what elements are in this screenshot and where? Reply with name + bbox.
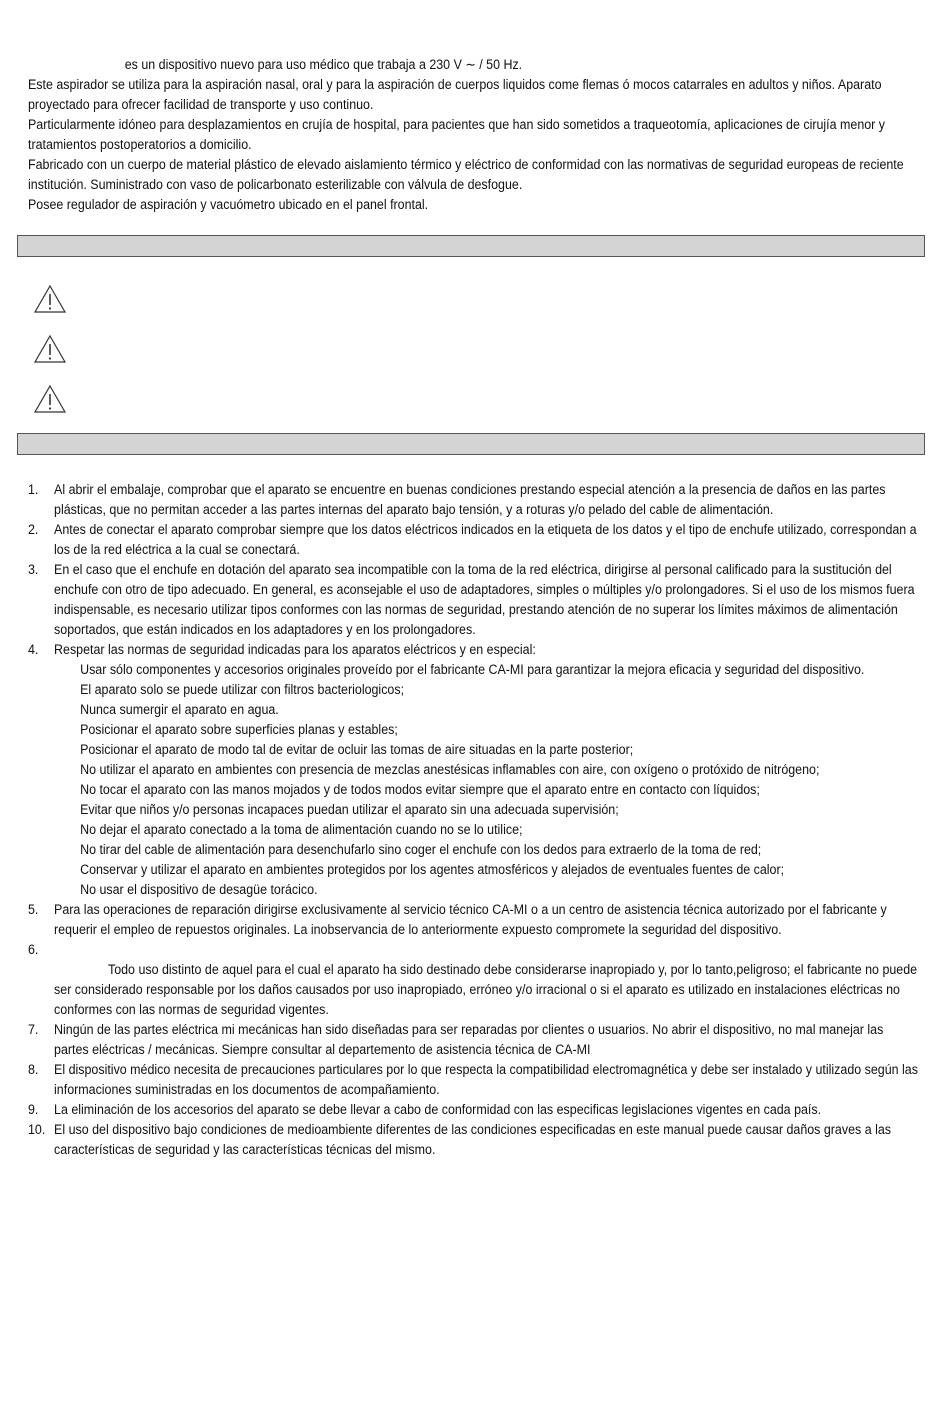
item-text: Todo uso distinto de aquel para el cual el aparato ha sido destinado debe considerarse inapropiado y, por lo tanto,peligroso; el fabricante no puede ser considerado responsable por los daños causados por uso inapropiado, erróneo y/o irracional o si el aparato es utilizado en instalaciones eléctricas no conformes con las normas de seguridad vigentes.	[54, 962, 918, 1017]
item-text: Al abrir el embalaje, comprobar que el aparato se encuentre en buenas condiciones prestando especial atención a la presencia de daños en las partes plásticas, que no permitan acceder a las partes internas del aparato bajo tensión, y a roturas y/o pelado del cable de alimentación.	[54, 482, 886, 517]
list-item	[28, 940, 919, 1020]
item-number: 7.	[28, 1022, 39, 1037]
safety-list	[28, 480, 919, 1160]
item-text: Ningún de las partes eléctrica mi mecánicas han sido diseñadas para ser reparadas por clientes o usuarios. No abrir el dispositivo, no mal manejar las partes eléctricas / mecánicas. Siempre consultar al departemento de asistencia técnica de CA-MI	[54, 1022, 884, 1057]
list-item	[28, 900, 919, 940]
sub-item: El aparato solo se puede utilizar con filtros bacteriologicos;	[80, 682, 405, 697]
sub-item: Nunca sumergir el aparato en agua.	[80, 702, 279, 717]
list-item	[28, 1060, 919, 1100]
item-text: En el caso que el enchufe en dotación del aparato sea incompatible con la toma de la red eléctrica, dirigirse al personal calificado para la sustitución del enchufe con otro de tipo adecuado. En general, es aconsejable el uso de adaptadores, simples o múltiples y/o prolongadores. Si el uso de los mismos fuera indispensable, es necesario utilizar tipos conformes con las normas de seguridad, prestando atención de no superar los límites máximos de alimentación soportados, que están indicados en los adaptadores y en los prolongadores.	[54, 562, 915, 637]
sub-item: Evitar que niños y/o personas incapaces puedan utilizar el aparato sin una adecuada supervisión;	[80, 802, 619, 817]
item-number: 1.	[28, 482, 39, 497]
section-header-bar	[17, 235, 925, 257]
sub-item: Posicionar el aparato de modo tal de evitar de ocluir las tomas de aire situadas en la parte posterior;	[80, 742, 634, 757]
item-text: El dispositivo médico necesita de precauciones particulares por lo que respecta la compatibilidad electromagnética y debe ser instalado y utilizado según las informaciones suministradas en los documentos de acompañamiento.	[54, 1062, 918, 1097]
sub-item: No tocar el aparato con las manos mojados y de todos modos evitar siempre que el aparato entre en contacto con líquidos;	[80, 782, 760, 797]
warning-triangle-icon	[33, 334, 67, 364]
sub-item: No tirar del cable de alimentación para desenchufarlo sino coger el enchufe con los dedos para extraerlo de la toma de red;	[80, 842, 762, 857]
item-number: 9.	[28, 1102, 39, 1117]
item-text: Respetar las normas de seguridad indicadas para los aparatos eléctricos y en especial:	[54, 642, 536, 657]
item-text: La eliminación de los accesorios del aparato se debe llevar a cabo de conformidad con las especificas legislaciones vigentes en cada país.	[54, 1102, 822, 1117]
list-item	[28, 1120, 919, 1160]
intro-section	[28, 55, 917, 215]
item-text: El uso del dispositivo bajo condiciones de medioambiente diferentes de las condiciones especificadas en este manual puede causar daños graves a las características de seguridad y las características técnicas del mismo.	[54, 1122, 892, 1157]
section-header-bar	[17, 433, 925, 455]
sub-item: Usar sólo componentes y accesorios originales proveído por el fabricante CA-MI para garantizar la mejora eficacia y seguridad del dispositivo.	[80, 662, 865, 677]
item-number: 3.	[28, 562, 39, 577]
item-text: Antes de conectar el aparato comprobar siempre que los datos eléctricos indicados en la etiqueta de los datos y el tipo de enchufe utilizado, correspondan a los de la red eléctrica a la cual se conectará.	[54, 522, 917, 557]
intro-paragraph: es un dispositivo nuevo para uso médico que trabaja a 230 V ∼ / 50 Hz.	[124, 57, 523, 72]
intro-paragraph: Fabricado con un cuerpo de material plástico de elevado aislamiento térmico y eléctrico de conformidad con las normativas de seguridad europeas de reciente institución. Suministrado con vaso de policarbonato esterilizable con válvula de desfogue.	[28, 157, 904, 192]
sub-item: No utilizar el aparato en ambientes con presencia de mezclas anestésicas inflamables con aire, con oxígeno o protóxido de nitrógeno;	[80, 762, 820, 777]
item-number: 2.	[28, 522, 39, 537]
item-text	[54, 940, 919, 960]
warning-triangle-icon	[33, 284, 67, 314]
sub-item: Posicionar el aparato sobre superficies planas y estables;	[80, 722, 398, 737]
item-number: 8.	[28, 1062, 39, 1077]
list-item	[28, 520, 919, 560]
intro-paragraph: Este aspirador se utiliza para la aspiración nasal, oral y para la aspiración de cuerpos liquidos come flemas ó mocos catarrales en adultos y niños. Aparato proyectado para ofrecer facilidad de transporte y uso continuo.	[28, 77, 882, 112]
list-item	[28, 1100, 919, 1120]
sub-item: Conservar y utilizar el aparato en ambientes protegidos por los agentes atmosféricos y alejados de eventuales fuentes de calor;	[80, 862, 785, 877]
item-number: 4.	[28, 642, 39, 657]
sub-item: No dejar el aparato conectado a la toma de alimentación cuando no se lo utilice;	[80, 822, 523, 837]
list-item	[28, 560, 919, 640]
list-item	[28, 480, 919, 520]
item-number: 6.	[28, 942, 39, 957]
item-number: 5.	[28, 902, 39, 917]
list-item	[28, 640, 919, 900]
item-text-continued	[54, 960, 919, 1020]
intro-paragraph: Particularmente idóneo para desplazamientos en crujía de hospital, para pacientes que han sido sometidos a traqueotomía, aplicaciones de cirujía menor y tratamientos postoperatorios a domicilio.	[28, 117, 886, 152]
item-text: Para las operaciones de reparación dirigirse exclusivamente al servicio técnico CA-MI o a un centro de asistencia técnica autorizado por el fabricante y requerir el empleo de repuestos originales. La inobservancia de lo anteriormente expuesto compromete la seguridad del dispositivo.	[54, 902, 887, 937]
sub-item: No usar el dispositivo de desagüe torácico.	[80, 882, 318, 897]
intro-paragraph: Posee regulador de aspiración y vacuómetro ubicado en el panel frontal.	[28, 197, 429, 212]
item-number: 10.	[28, 1122, 46, 1137]
warning-triangle-icon	[33, 384, 67, 414]
list-item	[28, 1020, 919, 1060]
